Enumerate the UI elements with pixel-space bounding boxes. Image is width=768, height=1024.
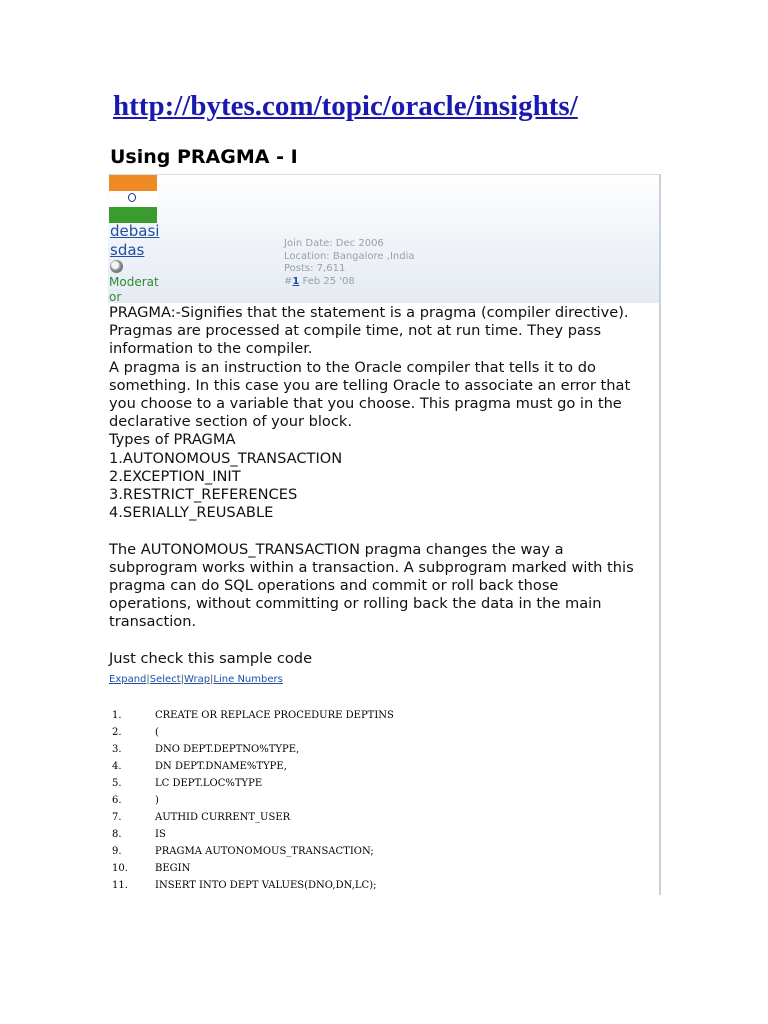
- code-line: [112, 843, 394, 860]
- location: Location: Bangalore ,India: [284, 250, 415, 262]
- body-line: Types of PRAGMA: [109, 431, 236, 449]
- post-date: Feb 25 '08: [299, 275, 355, 287]
- link-separator: |: [146, 674, 150, 685]
- body-line: transaction.: [109, 613, 197, 631]
- code-line: [112, 826, 394, 843]
- post-hash: #: [284, 275, 293, 287]
- code-line: [112, 809, 394, 826]
- code-line: [112, 724, 394, 741]
- body-line: declarative section of your block.: [109, 413, 352, 431]
- select-link[interactable]: Select: [149, 674, 181, 685]
- code-text: AUTHID CURRENT_USER: [155, 812, 291, 823]
- line-number: 8.: [112, 829, 122, 840]
- code-text: PRAGMA AUTONOMOUS_TRANSACTION;: [155, 846, 374, 857]
- line-numbers-link[interactable]: Line Numbers: [213, 674, 283, 685]
- code-line: [112, 860, 394, 877]
- code-toolbar: [109, 674, 283, 685]
- link-separator: |: [180, 674, 185, 685]
- line-number: 11.: [112, 880, 128, 891]
- body-line: 2.EXCEPTION_INIT: [109, 467, 241, 485]
- code-block: [112, 707, 394, 894]
- body-line: subprogram works within a transaction. A subprogram marked with this: [109, 558, 634, 576]
- post-title: Using PRAGMA - I: [110, 146, 298, 168]
- body-line: The AUTONOMOUS_TRANSACTION pragma changes the way a: [109, 540, 564, 558]
- user-meta: [284, 238, 414, 288]
- post-count: Posts: 7,611: [284, 263, 346, 274]
- body-line: you choose to a variable that you choose. This pragma must go in the: [109, 395, 622, 413]
- body-blank-line: [109, 522, 659, 540]
- body-line: Pragmas are processed at compile time, not at run time. They pass: [109, 322, 602, 340]
- role-line-2: or: [109, 290, 122, 304]
- line-number: 5.: [112, 778, 122, 789]
- code-line: [112, 741, 394, 758]
- line-number: 3.: [112, 744, 122, 755]
- india-flag-icon: [109, 175, 157, 223]
- code-text: CREATE OR REPLACE PROCEDURE DEPTINS: [155, 710, 394, 721]
- code-text: INSERT INTO DEPT VALUES(DNO,DN,LC);: [155, 880, 377, 891]
- online-status-icon: [110, 260, 123, 273]
- line-number: 9.: [112, 846, 122, 857]
- code-text: BEGIN: [155, 863, 191, 874]
- code-text: LC DEPT.LOC%TYPE: [155, 778, 263, 789]
- code-line: [112, 792, 394, 809]
- code-text: ): [155, 795, 159, 806]
- line-number: 1.: [112, 710, 122, 721]
- username-link[interactable]: [110, 222, 170, 260]
- username-line-2: sdas: [110, 241, 145, 259]
- line-number: 6.: [112, 795, 122, 806]
- line-number: 10.: [112, 863, 128, 874]
- code-text: (: [155, 727, 159, 738]
- post-number-line: [284, 276, 414, 289]
- line-number: 2.: [112, 727, 122, 738]
- body-line: pragma can do SQL operations and commit or roll back those: [109, 577, 559, 595]
- code-text: IS: [155, 829, 166, 840]
- body-line: 4.SERIALLY_REUSABLE: [109, 504, 274, 522]
- code-line: [112, 707, 394, 724]
- code-line: [112, 758, 394, 775]
- wrap-link[interactable]: Wrap: [184, 674, 211, 685]
- expand-link[interactable]: Expand: [109, 674, 147, 685]
- role-line-1: Moderat: [109, 275, 159, 289]
- body-blank-line: [109, 632, 659, 650]
- page-url-link[interactable]: http://bytes.com/topic/oracle/insights/: [113, 90, 578, 122]
- body-line: Just check this sample code: [109, 649, 313, 667]
- body-line: something. In this case you are telling Oracle to associate an error that: [109, 376, 631, 394]
- username-line-1: debasi: [110, 222, 160, 240]
- body-line: 1.AUTONOMOUS_TRANSACTION: [109, 449, 343, 467]
- line-number: 4.: [112, 761, 122, 772]
- body-line: operations, without committing or rolling back the data in the main: [109, 595, 602, 613]
- link-separator: |: [210, 674, 214, 685]
- body-line: 3.RESTRICT_REFERENCES: [109, 486, 298, 504]
- line-number: 7.: [112, 812, 122, 823]
- post-number-link[interactable]: 1: [292, 275, 300, 287]
- body-line: A pragma is an instruction to the Oracle compiler that tells it to do: [109, 358, 596, 376]
- code-text: DN DEPT.DNAME%TYPE,: [155, 761, 287, 772]
- code-text: DNO DEPT.DEPTNO%TYPE,: [155, 744, 300, 755]
- body-line: PRAGMA:-Signifies that the statement is a pragma (compiler directive).: [109, 304, 629, 321]
- code-line: [112, 775, 394, 792]
- body-line: information to the compiler.: [109, 340, 313, 358]
- join-date: Join Date: Dec 2006: [284, 238, 384, 249]
- user-role: [109, 275, 164, 305]
- code-line: [112, 877, 394, 894]
- post-body: [109, 304, 659, 668]
